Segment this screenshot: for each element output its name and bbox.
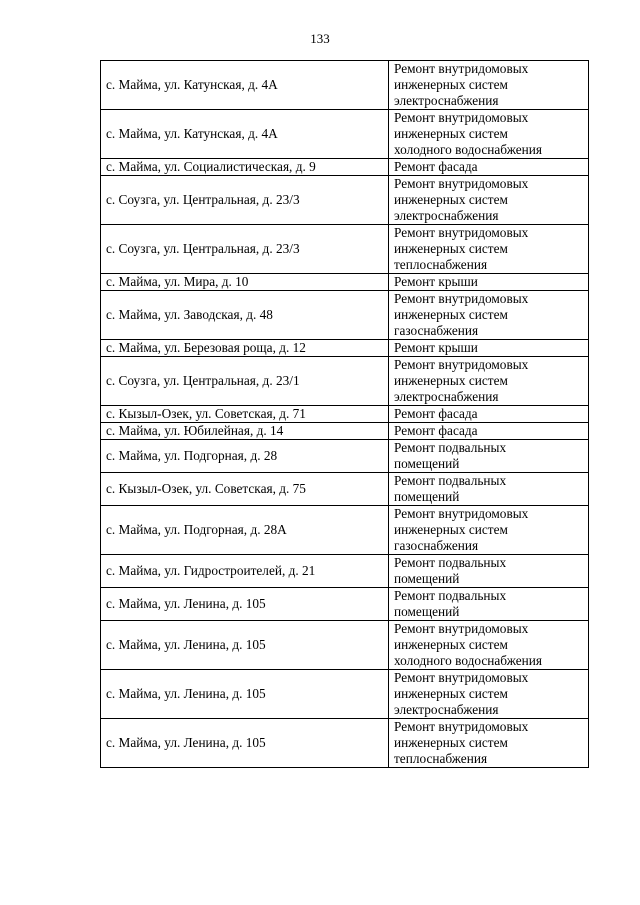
work-type-cell: Ремонт внутридомовых инженерных систем теплоснабжения bbox=[389, 225, 589, 274]
table-row bbox=[101, 176, 589, 225]
table-row bbox=[101, 291, 589, 340]
address-cell: с. Майма, ул. Катунская, д. 4А bbox=[101, 61, 389, 110]
work-type-cell: Ремонт внутридомовых инженерных систем газоснабжения bbox=[389, 506, 589, 555]
address-cell: с. Майма, ул. Ленина, д. 105 bbox=[101, 670, 389, 719]
work-type-cell: Ремонт крыши bbox=[389, 274, 589, 291]
table-row bbox=[101, 61, 589, 110]
work-type-cell: Ремонт подвальных помещений bbox=[389, 588, 589, 621]
address-cell: с. Майма, ул. Юбилейная, д. 14 bbox=[101, 423, 389, 440]
table-row bbox=[101, 423, 589, 440]
table-row bbox=[101, 340, 589, 357]
work-type-cell: Ремонт внутридомовых инженерных систем электроснабжения bbox=[389, 61, 589, 110]
address-cell: с. Кызыл-Озек, ул. Советская, д. 75 bbox=[101, 473, 389, 506]
table-row bbox=[101, 588, 589, 621]
address-cell: с. Майма, ул. Мира, д. 10 bbox=[101, 274, 389, 291]
work-type-cell: Ремонт внутридомовых инженерных систем теплоснабжения bbox=[389, 719, 589, 768]
table-row bbox=[101, 440, 589, 473]
table-row bbox=[101, 159, 589, 176]
address-cell: с. Майма, ул. Ленина, д. 105 bbox=[101, 719, 389, 768]
work-type-cell: Ремонт фасада bbox=[389, 159, 589, 176]
work-type-cell: Ремонт фасада bbox=[389, 406, 589, 423]
page-number: 133 bbox=[310, 31, 330, 46]
address-cell: с. Соузга, ул. Центральная, д. 23/1 bbox=[101, 357, 389, 406]
work-type-cell: Ремонт подвальных помещений bbox=[389, 473, 589, 506]
address-cell: с. Кызыл-Озек, ул. Советская, д. 71 bbox=[101, 406, 389, 423]
table-row bbox=[101, 473, 589, 506]
address-cell: с. Соузга, ул. Центральная, д. 23/3 bbox=[101, 176, 389, 225]
address-cell: с. Майма, ул. Ленина, д. 105 bbox=[101, 621, 389, 670]
table-row bbox=[101, 406, 589, 423]
work-type-cell: Ремонт внутридомовых инженерных систем холодного водоснабжения bbox=[389, 110, 589, 159]
table-row bbox=[101, 110, 589, 159]
work-type-cell: Ремонт подвальных помещений bbox=[389, 555, 589, 588]
address-cell: с. Майма, ул. Березовая роща, д. 12 bbox=[101, 340, 389, 357]
work-type-cell: Ремонт внутридомовых инженерных систем электроснабжения bbox=[389, 176, 589, 225]
table-row bbox=[101, 506, 589, 555]
work-type-cell: Ремонт подвальных помещений bbox=[389, 440, 589, 473]
table-row bbox=[101, 274, 589, 291]
table-row bbox=[101, 719, 589, 768]
work-type-cell: Ремонт внутридомовых инженерных систем электроснабжения bbox=[389, 670, 589, 719]
work-type-cell: Ремонт фасада bbox=[389, 423, 589, 440]
work-type-cell: Ремонт крыши bbox=[389, 340, 589, 357]
address-cell: с. Майма, ул. Социалистическая, д. 9 bbox=[101, 159, 389, 176]
address-cell: с. Майма, ул. Заводская, д. 48 bbox=[101, 291, 389, 340]
repair-table bbox=[100, 60, 589, 768]
work-type-cell: Ремонт внутридомовых инженерных систем холодного водоснабжения bbox=[389, 621, 589, 670]
table-row bbox=[101, 670, 589, 719]
address-cell: с. Соузга, ул. Центральная, д. 23/3 bbox=[101, 225, 389, 274]
table-row bbox=[101, 225, 589, 274]
address-cell: с. Майма, ул. Подгорная, д. 28А bbox=[101, 506, 389, 555]
table-row bbox=[101, 357, 589, 406]
table-row bbox=[101, 555, 589, 588]
work-type-cell: Ремонт внутридомовых инженерных систем газоснабжения bbox=[389, 291, 589, 340]
address-cell: с. Майма, ул. Ленина, д. 105 bbox=[101, 588, 389, 621]
work-type-cell: Ремонт внутридомовых инженерных систем электроснабжения bbox=[389, 357, 589, 406]
address-cell: с. Майма, ул. Катунская, д. 4А bbox=[101, 110, 389, 159]
address-cell: с. Майма, ул. Гидростроителей, д. 21 bbox=[101, 555, 389, 588]
table-row bbox=[101, 621, 589, 670]
address-cell: с. Майма, ул. Подгорная, д. 28 bbox=[101, 440, 389, 473]
